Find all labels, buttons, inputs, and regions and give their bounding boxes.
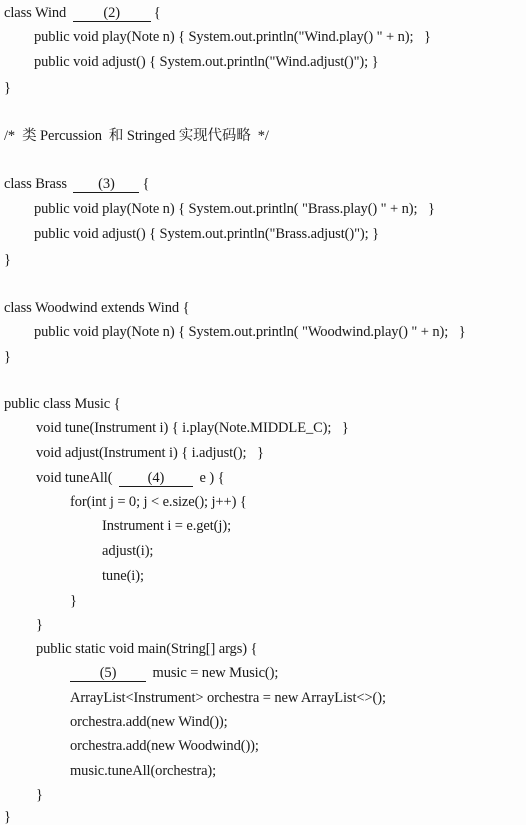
code-text: { [142, 176, 150, 192]
code-text: { [153, 5, 161, 21]
code-line [4, 175, 149, 193]
code-line: public void play(Note n) { System.out.println("Wind.play() " + n); } [34, 29, 431, 45]
code-line: music.tuneAll(orchestra); [70, 763, 217, 779]
code-line: class Woodwind extends Wind { [4, 300, 190, 316]
code-line: public class Music { [4, 396, 121, 412]
code-line: } [70, 593, 77, 609]
code-line: void tune(Instrument i) { i.play(Note.MIDDLE_C); } [36, 420, 349, 436]
comment-line: /* 类 Percussion 和 Stringed 实现代码略 */ [4, 128, 269, 144]
code-line: public void adjust() { System.out.println("Wind.adjust()"); } [34, 54, 379, 70]
code-line: ArrayList<Instrument> orchestra = new ArrayList<>(); [70, 690, 386, 706]
code-line: } [4, 809, 11, 825]
code-line: } [36, 617, 43, 633]
code-line: } [4, 80, 11, 96]
code-line: public void play(Note n) { System.out.println( "Brass.play() " + n); } [34, 201, 435, 217]
code-line: adjust(i); [102, 543, 154, 559]
code-line: for(int j = 0; j < e.size(); j++) { [70, 494, 247, 510]
blank-5: (5) [70, 665, 146, 682]
code-line: } [4, 349, 11, 365]
code-line: tune(i); [102, 568, 144, 584]
code-line: } [36, 787, 43, 803]
code-line: public void play(Note n) { System.out.println( "Woodwind.play() " + n); } [34, 324, 466, 340]
code-line: public void adjust() { System.out.println("Brass.adjust()"); } [34, 226, 379, 242]
code-text: class Brass [4, 176, 67, 192]
blank-3: (3) [73, 176, 139, 193]
code-line: Instrument i = e.get(j); [102, 518, 231, 534]
blank-2: (2) [73, 5, 151, 22]
code-line: orchestra.add(new Wind()); [70, 714, 228, 730]
blank-4: (4) [119, 470, 193, 487]
code-line [70, 664, 278, 682]
code-text: music = new Music(); [152, 665, 279, 681]
code-text: class Wind [4, 5, 67, 21]
code-line [36, 469, 224, 487]
code-line: } [4, 252, 11, 268]
code-line [4, 4, 161, 22]
code-line: void adjust(Instrument i) { i.adjust(); } [36, 445, 264, 461]
code-text: void tuneAll( [36, 470, 113, 486]
code-line: orchestra.add(new Woodwind()); [70, 738, 259, 754]
code-line: public static void main(String[] args) { [36, 641, 258, 657]
code-text: e ) { [199, 470, 225, 486]
